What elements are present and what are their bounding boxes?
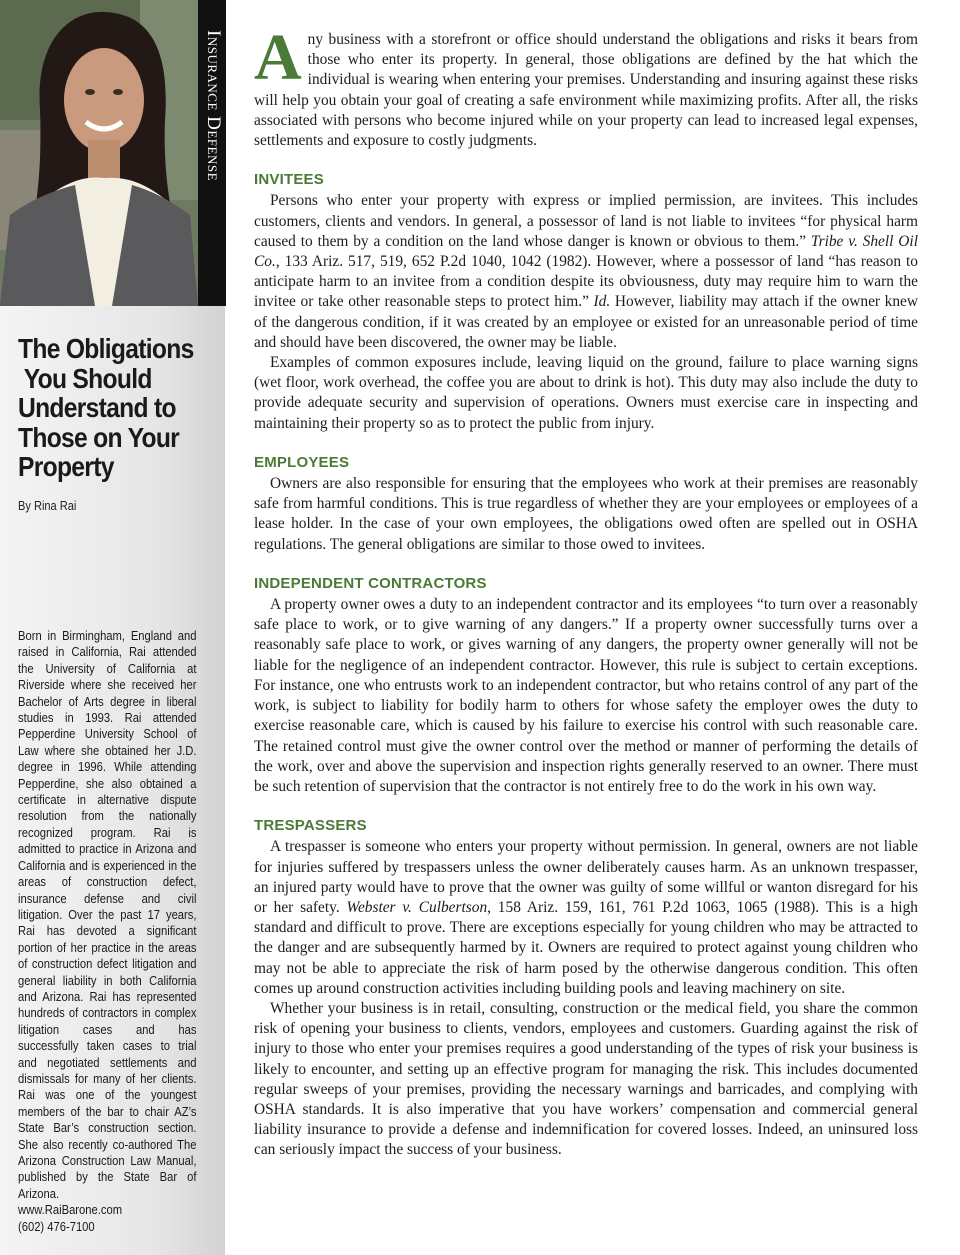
invitees-paragraph-1 [254,191,918,353]
drop-cap: A [254,21,302,94]
case-citation: Webster v. Culbertson [346,898,488,916]
phone-number: (602) 476-7100 [18,1218,95,1234]
title-line: You Should [18,362,152,394]
heading-employees: EMPLOYEES [254,453,350,471]
text-run: However, liability may attach if the owner knew of the dangerous condition, if it was created by an employee or existed for an unreasonable period of time and should have been discovered, the owner may be liable. [254,293,918,351]
title-line: Understand to [18,392,176,423]
heading-trespassers: TRESPASSERS [254,817,367,835]
case-citation: Tribe v. Shell Oil Co. [254,232,918,271]
sidebar [0,0,225,1255]
conclusion-paragraph: Whether your business is in retail, consulting, construction or the medical field, you share the common risk of opening your business to clients, vendors, employees and customers. Guarding against the risk of injury to those who enter your premises requires a good understanding of the types of risk your business is likely to encounter, and setting up an effective program for managing the risk. This includes documented regular sweeps of your premises, providing the necessary warnings and barricades, and complying with OSHA standards. It is also imperative that you have workers’ compensation and commercial general liability insurance to provide a defense and indemnification for covered losses. Indeed, an uninsured loss can seriously impact the success of your business. [254,999,918,1159]
trespassers-paragraph-1 [254,837,918,999]
text-run: A trespasser is someone who enters your property without permission. In general, owners are not liable for injuries suffered by trespassers unless the owner deliberately causes harm. As an unknown trespasser, an injured party would have to prove that the owner was guilty of some willful or wanton disregard for his or her safety. [254,838,918,916]
article-title [18,334,194,482]
intro-text: ny business with a storefront or office should understand the obligations and risks it bears from those who enter its property. In general, those obligations are defined by the hat which the individual is wearing when entering your premises. Understanding and insuring against these risks will help you obtain your goal of creating a safe environment while maximizing profits. After all, the risks associated with persons who become injured while on your property can lead to increased legal expenses, settlements and exposure to costly judgments. [254,31,918,150]
invitees-paragraph-2: Examples of common exposures include, leaving liquid on the ground, failure to place warning signs (wet floor, work overhead, the coffee you are about to drink is hot). This duty may also include the duty to provide adequate security and supervision of operations. Owners must exercise care in inspecting and maintaining their property so as to protect the public from injury. [254,354,918,432]
title-line: Property [18,451,114,482]
text-run: , 133 Ariz. 517, 519, 652 P.2d 1040, 1042 (1982). However, where a possessor of land “has reason to anticipate harm to an invitee from a condition despite its obviousness, duty may require him to warn the invitee or take other reasonable steps to protect him.” [254,253,918,311]
employees-paragraph: Owners are also responsible for ensuring that the employees who work at their premises are reasonably safe from harmful conditions. This is true regardless of whether they are your employees or employees of a lease holder. In the case of your own employees, the obligations owed often are spelled out in OSHA regulations. The general obligations are similar to those owed to invitees. [254,475,918,553]
title-line: Those on Your [18,421,180,453]
case-citation: Id. [593,293,611,311]
text-run: , 158 Ariz. 159, 161, 761 P.2d 1063, 1065 (1988). This is a high standard and difficult to prove. There are exceptions especially for young children who may be attracted to the danger and are subsequently harmed by it. Owners are required to protect against young children who may not be able to appreciate the risk of harm posed by the otherwise dangerous condition. This often comes up around construction activities including building pools and leaving machinery on site. [254,898,918,997]
section-label: Insurance Defense [203,30,224,182]
author-bio [18,628,197,1235]
article-body [254,21,918,1161]
text-run: Persons who enter your property with express or implied permission, are invitees. This includes customers, clients and vendors. In general, a possessor of land is not liable to invitees “for physical harm caused to them by a condition on the land whose danger is known or obvious to them.” [254,192,918,250]
title-line: The Obligations [18,333,194,364]
intro-paragraph [254,21,918,151]
bio-text: Born in Birmingham, England and raised in California, Rai attended the University of California at Riverside where she received her Bachelor of Arts degree in liberal studies in 1993. Rai attended Pepperdine University School of Law where she obtained her J.D. degree in 1996. While attending Pepperdine, she also obtained a certificate in alternative dispute resolution from the nationally recognized program. Rai is admitted to practice in Arizona and California and is experienced in the areas of construction defect, insurance defense and civil litigation. Over the past 17 years, Rai has devoted a significant portion of her practice in the areas of construction defect litigation and general liability in both California and Arizona. Rai has represented hundreds of contractors in complex litigation cases and has successfully taken cases to trial and negotiated settlements and dismissals for many of her clients. Rai was one of the youngest members of the bar to chair AZ’s State Bar’s construction section. She also recently co-authored The Arizona Construction Law Manual, published by the State Bar of Arizona. [18,628,197,1201]
contractors-paragraph: A property owner owes a duty to an independent contractor and its employees “to turn over a reasonably safe place to work, or to give warning of any dangers.” If a property owner successfully turns over a reasonably safe place to work, or gives warning of any dangers, the property owner generally will not be liable for the negligence of an independent contractor. However, this rule is subject to certain exceptions. For instance, one who entrusts work to an independent contractor, but who retains control of any part of the work, is subject to liability for bodily harm to others for whose safety the employer owes the duty to exercise reasonable care, which is caused by his failure to exercise his control with such reasonable care. The retained control must give the owner control over the method or manner of performing the details of the work, over and above the supervision and inspection rights generally reserved to an owner. There must be such retention of supervision that the contractor is not entirely free to do the work in his own way. [254,596,918,795]
heading-invitees: INVITEES [254,171,324,189]
section-label-strip [198,0,226,306]
heading-independent-contractors: INDEPENDENT CONTRACTORS [254,574,487,592]
website-link[interactable]: www.RaiBarone.com [18,1202,123,1218]
byline: By Rina Rai [18,498,77,513]
author-photo [0,0,198,306]
